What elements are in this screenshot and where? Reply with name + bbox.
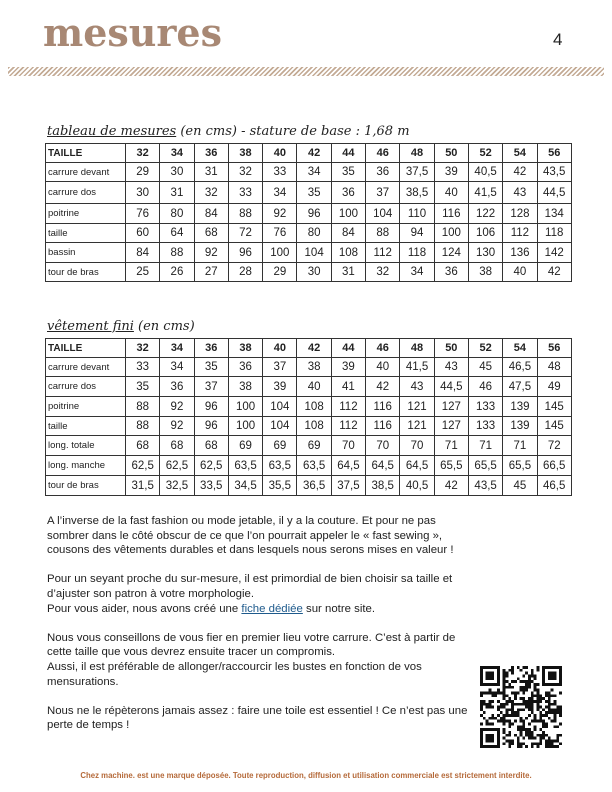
table-row (46, 204, 572, 224)
header-size-cell: 38 (228, 339, 262, 358)
value-cell: 65,5 (468, 456, 502, 476)
header-size-cell: 42 (297, 144, 331, 163)
value-cell: 112 (331, 417, 365, 436)
table-row (46, 436, 572, 456)
table-row (46, 397, 572, 417)
value-cell: 35,5 (263, 476, 297, 496)
value-cell: 34 (160, 358, 194, 377)
value-cell: 49 (537, 377, 571, 397)
value-cell: 104 (263, 417, 297, 436)
value-cell: 116 (366, 397, 400, 417)
value-cell: 26 (160, 263, 194, 282)
value-cell: 62,5 (126, 456, 160, 476)
value-cell: 35 (194, 358, 228, 377)
value-cell: 48 (537, 358, 571, 377)
value-cell: 80 (297, 224, 331, 243)
value-cell: 33 (263, 163, 297, 182)
value-cell: 108 (297, 417, 331, 436)
paragraph-fast-fashion: A l’inverse de la fast fashion ou mode jetable, il y a la couture. Et pour ne pas sombrer dans le côté obscur de ce que l’on pourrait appeler le « fast sewing », cousons des vêtements durables et dans lesquels nous serons mises en valeur ! (47, 515, 454, 557)
value-cell: 134 (537, 204, 571, 224)
value-cell: 127 (434, 397, 468, 417)
header-size-cell: 36 (194, 144, 228, 163)
value-cell: 133 (468, 397, 502, 417)
value-cell: 136 (503, 243, 537, 263)
header-size-cell: 52 (468, 144, 502, 163)
value-cell: 44,5 (537, 182, 571, 204)
row-label-cell: carrure dos (46, 377, 126, 397)
value-cell: 36 (366, 163, 400, 182)
value-cell: 37 (194, 377, 228, 397)
value-cell: 92 (160, 397, 194, 417)
header-size-cell: 56 (537, 144, 571, 163)
row-label-cell: taille (46, 417, 126, 436)
value-cell: 112 (366, 243, 400, 263)
value-cell: 71 (434, 436, 468, 456)
value-cell: 142 (537, 243, 571, 263)
value-cell: 100 (263, 243, 297, 263)
table-header-row (46, 339, 572, 358)
value-cell: 145 (537, 397, 571, 417)
row-label-cell: poitrine (46, 204, 126, 224)
header-size-cell: 44 (331, 144, 365, 163)
row-label-cell: carrure devant (46, 163, 126, 182)
value-cell: 34 (263, 182, 297, 204)
header-size-cell: 52 (468, 339, 502, 358)
header-size-cell: 46 (366, 144, 400, 163)
value-cell: 37,5 (400, 163, 434, 182)
finished-garment-table-title-main: vêtement fini (47, 319, 134, 334)
value-cell: 43 (503, 182, 537, 204)
header-size-cell: 46 (366, 339, 400, 358)
value-cell: 40 (297, 377, 331, 397)
value-cell: 116 (366, 417, 400, 436)
value-cell: 69 (297, 436, 331, 456)
value-cell: 38 (228, 377, 262, 397)
value-cell: 63,5 (263, 456, 297, 476)
header-size-cell: 54 (503, 339, 537, 358)
value-cell: 31,5 (126, 476, 160, 496)
value-cell: 92 (194, 243, 228, 263)
measurements-table (45, 143, 572, 282)
value-cell: 68 (194, 224, 228, 243)
value-cell: 37 (366, 182, 400, 204)
value-cell: 69 (228, 436, 262, 456)
value-cell: 88 (126, 397, 160, 417)
value-cell: 108 (297, 397, 331, 417)
value-cell: 33 (126, 358, 160, 377)
decorative-stripe (8, 67, 604, 76)
value-cell: 62,5 (194, 456, 228, 476)
finished-garment-table-title-rest: (en cms) (133, 319, 195, 334)
value-cell: 139 (503, 417, 537, 436)
value-cell: 94 (400, 224, 434, 243)
value-cell: 42 (434, 476, 468, 496)
row-label-cell: carrure dos (46, 182, 126, 204)
value-cell: 96 (228, 243, 262, 263)
value-cell: 88 (126, 417, 160, 436)
value-cell: 121 (400, 397, 434, 417)
row-label-cell: taille (46, 224, 126, 243)
footer-copyright: Chez machine. est une marque déposée. Toute reproduction, diffusion et utilisation commerciale est strictement interdite. (80, 771, 532, 780)
value-cell: 68 (126, 436, 160, 456)
value-cell: 84 (126, 243, 160, 263)
table-row (46, 476, 572, 496)
value-cell: 100 (228, 397, 262, 417)
value-cell: 45 (468, 358, 502, 377)
value-cell: 139 (503, 397, 537, 417)
value-cell: 32 (194, 182, 228, 204)
value-cell: 37,5 (331, 476, 365, 496)
value-cell: 43,5 (537, 163, 571, 182)
row-label-cell: bassin (46, 243, 126, 263)
header-size-cell: 32 (126, 144, 160, 163)
value-cell: 34,5 (228, 476, 262, 496)
value-cell: 108 (331, 243, 365, 263)
measurements-table-title-main: tableau de mesures (47, 124, 177, 139)
value-cell: 35 (126, 377, 160, 397)
value-cell: 118 (400, 243, 434, 263)
value-cell: 40,5 (468, 163, 502, 182)
header-size-cell: 50 (434, 144, 468, 163)
header-size-cell: 48 (400, 339, 434, 358)
value-cell: 39 (263, 377, 297, 397)
help-text-before: Pour vous aider, nous avons créé une (47, 602, 242, 615)
table-row (46, 358, 572, 377)
value-cell: 41,5 (468, 182, 502, 204)
value-cell: 76 (126, 204, 160, 224)
value-cell: 44,5 (434, 377, 468, 397)
value-cell: 96 (297, 204, 331, 224)
value-cell: 100 (228, 417, 262, 436)
value-cell: 100 (434, 224, 468, 243)
table-row (46, 163, 572, 182)
value-cell: 110 (400, 204, 434, 224)
value-cell: 72 (228, 224, 262, 243)
value-cell: 33 (228, 182, 262, 204)
value-cell: 25 (126, 263, 160, 282)
header-size-cell: 34 (160, 339, 194, 358)
value-cell: 40 (503, 263, 537, 282)
page-number: 4 (553, 30, 563, 49)
table-row (46, 182, 572, 204)
value-cell: 88 (366, 224, 400, 243)
header-size-cell: 56 (537, 339, 571, 358)
value-cell: 41,5 (400, 358, 434, 377)
value-cell: 31 (160, 182, 194, 204)
value-cell: 71 (503, 436, 537, 456)
value-cell: 104 (263, 397, 297, 417)
paragraph-carrure: Nous vous conseillons de vous fier en premier lieu votre carrure. C’est à partir de cette taille que vous devrez ensuite tracer un compromis. (47, 631, 456, 659)
header-size-cell: 32 (126, 339, 160, 358)
value-cell: 133 (468, 417, 502, 436)
finished-garment-table (45, 338, 572, 496)
value-cell: 104 (366, 204, 400, 224)
value-cell: 29 (126, 163, 160, 182)
value-cell: 34 (297, 163, 331, 182)
value-cell: 43 (400, 377, 434, 397)
value-cell: 47,5 (503, 377, 537, 397)
value-cell: 116 (434, 204, 468, 224)
row-label-cell: tour de bras (46, 263, 126, 282)
value-cell: 46,5 (537, 476, 571, 496)
value-cell: 128 (503, 204, 537, 224)
value-cell: 70 (366, 436, 400, 456)
table-row (46, 224, 572, 243)
row-label-cell: carrure devant (46, 358, 126, 377)
value-cell: 64,5 (400, 456, 434, 476)
value-cell: 112 (503, 224, 537, 243)
value-cell: 62,5 (160, 456, 194, 476)
header-size-cell: 36 (194, 339, 228, 358)
value-cell: 145 (537, 417, 571, 436)
value-cell: 88 (228, 204, 262, 224)
page-title: mesures (43, 10, 222, 55)
header-label-cell: TAILLE (46, 339, 126, 358)
header-size-cell: 40 (263, 144, 297, 163)
header-size-cell: 50 (434, 339, 468, 358)
value-cell: 39 (434, 163, 468, 182)
value-cell: 124 (434, 243, 468, 263)
value-cell: 70 (400, 436, 434, 456)
value-cell: 30 (297, 263, 331, 282)
value-cell: 36,5 (297, 476, 331, 496)
measurements-table-title-rest: (en cms) - stature de base : 1,68 m (176, 124, 410, 139)
value-cell: 71 (468, 436, 502, 456)
value-cell: 32,5 (160, 476, 194, 496)
header-size-cell: 42 (297, 339, 331, 358)
header-size-cell: 38 (228, 144, 262, 163)
value-cell: 122 (468, 204, 502, 224)
value-cell: 29 (263, 263, 297, 282)
value-cell: 96 (194, 417, 228, 436)
value-cell: 37 (263, 358, 297, 377)
value-cell: 68 (160, 436, 194, 456)
value-cell: 39 (331, 358, 365, 377)
value-cell: 63,5 (228, 456, 262, 476)
value-cell: 36 (331, 182, 365, 204)
value-cell: 42 (366, 377, 400, 397)
value-cell: 42 (537, 263, 571, 282)
header-size-cell: 48 (400, 144, 434, 163)
table-row (46, 243, 572, 263)
paragraph-morphology: Pour un seyant proche du sur-mesure, il est primordial de bien choisir sa taille et d’ajuster son patron à votre morphologie. (47, 573, 453, 600)
value-cell: 40 (366, 358, 400, 377)
value-cell: 96 (194, 397, 228, 417)
value-cell: 63,5 (297, 456, 331, 476)
value-cell: 69 (263, 436, 297, 456)
value-cell: 68 (194, 436, 228, 456)
value-cell: 38 (297, 358, 331, 377)
value-cell: 84 (331, 224, 365, 243)
table-row (46, 263, 572, 282)
value-cell: 64 (160, 224, 194, 243)
row-label-cell: poitrine (46, 397, 126, 417)
value-cell: 66,5 (537, 456, 571, 476)
value-cell: 65,5 (503, 456, 537, 476)
value-cell: 121 (400, 417, 434, 436)
value-cell: 60 (126, 224, 160, 243)
value-cell: 80 (160, 204, 194, 224)
header-label-cell: TAILLE (46, 144, 126, 163)
value-cell: 38 (468, 263, 502, 282)
value-cell: 31 (331, 263, 365, 282)
fiche-dediee-link[interactable]: fiche dédiée (241, 602, 303, 615)
value-cell: 36 (434, 263, 468, 282)
value-cell: 30 (160, 163, 194, 182)
value-cell: 32 (366, 263, 400, 282)
value-cell: 92 (160, 417, 194, 436)
value-cell: 112 (331, 397, 365, 417)
row-label-cell: long. totale (46, 436, 126, 456)
value-cell: 46 (468, 377, 502, 397)
value-cell: 40 (434, 182, 468, 204)
value-cell: 65,5 (434, 456, 468, 476)
row-label-cell: long. manche (46, 456, 126, 476)
value-cell: 34 (400, 263, 434, 282)
table-row (46, 377, 572, 397)
help-text-after: sur notre site. (302, 602, 376, 615)
header-size-cell: 34 (160, 144, 194, 163)
table-row (46, 456, 572, 476)
value-cell: 31 (194, 163, 228, 182)
value-cell: 106 (468, 224, 502, 243)
value-cell: 36 (160, 377, 194, 397)
paragraph-toile: Nous ne le répèterons jamais assez : faire une toile est essentiel ! Ce n’est pas une perte de temps ! (47, 704, 468, 732)
qr-code-icon[interactable] (480, 666, 562, 748)
row-label-cell: tour de bras (46, 476, 126, 496)
value-cell: 130 (468, 243, 502, 263)
table-header-row (46, 144, 572, 163)
value-cell: 84 (194, 204, 228, 224)
value-cell: 38,5 (400, 182, 434, 204)
value-cell: 42 (503, 163, 537, 182)
value-cell: 76 (263, 224, 297, 243)
value-cell: 92 (263, 204, 297, 224)
value-cell: 100 (331, 204, 365, 224)
value-cell: 64,5 (331, 456, 365, 476)
value-cell: 38,5 (366, 476, 400, 496)
value-cell: 127 (434, 417, 468, 436)
header-size-cell: 40 (263, 339, 297, 358)
value-cell: 88 (160, 243, 194, 263)
value-cell: 28 (228, 263, 262, 282)
value-cell: 64,5 (366, 456, 400, 476)
value-cell: 104 (297, 243, 331, 263)
value-cell: 32 (228, 163, 262, 182)
finished-garment-table-title (47, 319, 195, 334)
header-size-cell: 54 (503, 144, 537, 163)
value-cell: 46,5 (503, 358, 537, 377)
body-text (47, 514, 477, 748)
header-size-cell: 44 (331, 339, 365, 358)
value-cell: 35 (297, 182, 331, 204)
measurements-table-title (47, 124, 410, 139)
value-cell: 41 (331, 377, 365, 397)
paragraph-bustes: Aussi, il est préférable de allonger/raccourcir les bustes en fonction de vos mensurations. (47, 660, 422, 688)
value-cell: 43,5 (468, 476, 502, 496)
value-cell: 118 (537, 224, 571, 243)
value-cell: 36 (228, 358, 262, 377)
value-cell: 33,5 (194, 476, 228, 496)
value-cell: 43 (434, 358, 468, 377)
value-cell: 35 (331, 163, 365, 182)
value-cell: 70 (331, 436, 365, 456)
value-cell: 72 (537, 436, 571, 456)
value-cell: 45 (503, 476, 537, 496)
value-cell: 27 (194, 263, 228, 282)
table-row (46, 417, 572, 436)
paragraph-help (47, 602, 477, 617)
value-cell: 40,5 (400, 476, 434, 496)
value-cell: 30 (126, 182, 160, 204)
